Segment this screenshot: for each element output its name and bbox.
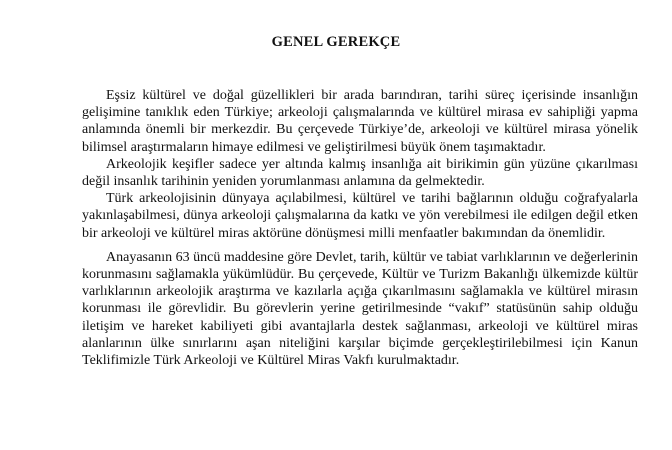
document-body [82, 87, 638, 369]
paragraph-1: Eşsiz kültürel ve doğal güzellikleri bir arada barındıran, tarihi süreç içerisinde insanlığın gelişimine tanıklık eden Türkiye; arkeoloji çalışmalarında ve kültürel mirasa ev sahipliği yapma anlamında önemli bir merkezdir. Bu çerçevede Türkiye’de, arkeoloji ve kültürel mirasa yönelik bilimsel araştırmaların himaye edilmesi ve geliştirilmesi büyük önem taşımaktadır. [82, 88, 638, 155]
paragraph-3: Türk arkeolojisinin dünyaya açılabilmesi, kültürel ve tarihi bağlarının olduğu coğrafyalarla yakınlaşabilmesi, dünya arkeoloji çalışmalarına da katkı ve yön verebilmesi ile edilgen değil etken bir arkeoloji ve kültürel miras aktörüne dönüşmesi milli menfaatler bakımından da önemlidir. [82, 191, 638, 241]
document-title: GENEL GEREKÇE [271, 34, 401, 50]
paragraph-2: Arkeolojik keşifler sadece yer altında kalmış insanlığa ait birikimin gün yüzüne çıkarılması değil insanlık tarihinin yeniden yorumlanması anlamına da gelmektedir. [82, 156, 638, 190]
paragraph-4: Anayasanın 63 üncü maddesine göre Devlet, tarih, kültür ve tabiat varlıklarının ve değerlerinin korunmasını sağlamakla yükümlüdür. Bu çerçevede, Kültür ve Turizm Bakanlığı ülkemizde kültür varlıklarının arkeolojik araştırma ve kazılarla açığa çıkarılmasını sağlamakla ve kültürel mirasın korunması ile görevlidir. Bu görevlerin yerine getirilmesinde “vakıf” statüsünün sahip olduğu iletişim ve hareket kabiliyeti gibi avantajlarla destek sağlanması, arkeoloji ve kültürel miras alanlarının ülke sınırlarını aşan niteliğini karşılar biçimde gerçekleştirilebilmesi için Kanun Teklifimizle Türk Arkeoloji ve Kültürel Miras Vakfı kurulmaktadır. [82, 249, 638, 369]
